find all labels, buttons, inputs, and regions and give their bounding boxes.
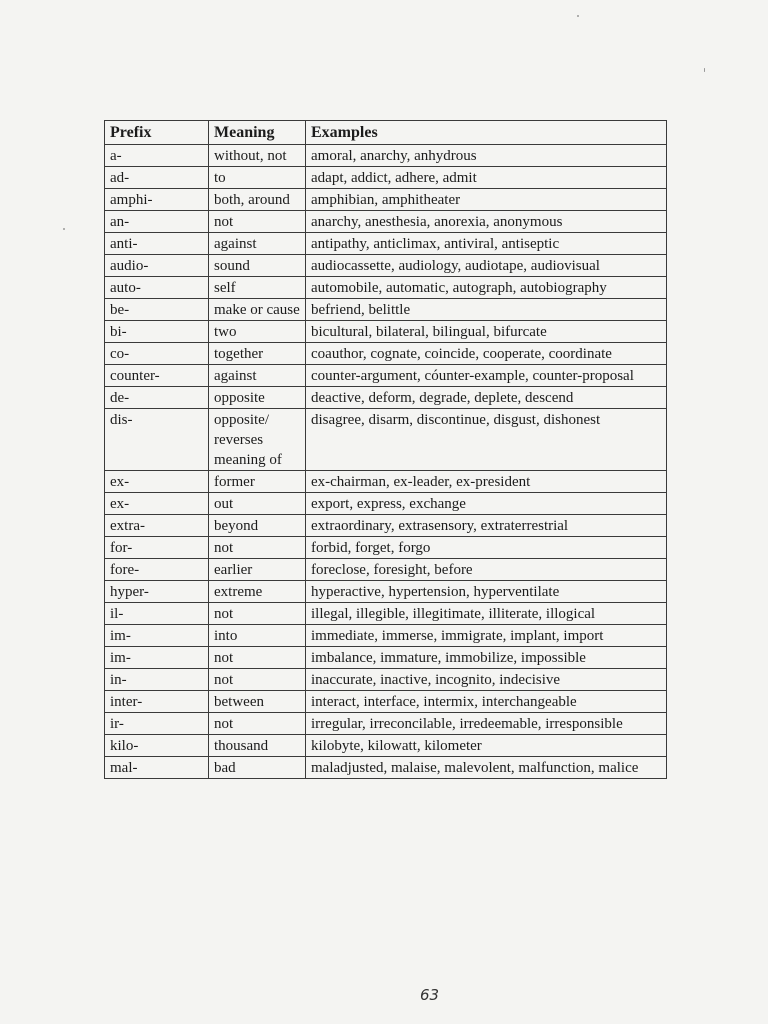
cell-prefix: inter- <box>105 691 209 713</box>
cell-prefix: an- <box>105 211 209 233</box>
cell-prefix: audio- <box>105 255 209 277</box>
cell-examples: extraordinary, extrasensory, extraterrestrial <box>306 515 667 537</box>
cell-examples: counter-argument, cóunter-example, counter-proposal <box>306 365 667 387</box>
cell-examples: imbalance, immature, immobilize, impossible <box>306 647 667 669</box>
table-row <box>105 409 667 471</box>
table-row <box>105 387 667 409</box>
cell-meaning: thousand <box>209 735 306 757</box>
table-row <box>105 277 667 299</box>
cell-prefix: auto- <box>105 277 209 299</box>
header-examples: Examples <box>306 121 667 145</box>
cell-prefix: mal- <box>105 757 209 779</box>
cell-prefix: be- <box>105 299 209 321</box>
cell-examples: foreclose, foresight, before <box>306 559 667 581</box>
table-row <box>105 211 667 233</box>
cell-prefix: anti- <box>105 233 209 255</box>
cell-examples: adapt, addict, adhere, admit <box>306 167 667 189</box>
cell-examples: amphibian, amphitheater <box>306 189 667 211</box>
table-row <box>105 669 667 691</box>
cell-meaning: sound <box>209 255 306 277</box>
table-row <box>105 365 667 387</box>
table-row <box>105 493 667 515</box>
cell-examples: export, express, exchange <box>306 493 667 515</box>
cell-examples: coauthor, cognate, coincide, cooperate, coordinate <box>306 343 667 365</box>
cell-meaning: against <box>209 233 306 255</box>
cell-examples: kilobyte, kilowatt, kilometer <box>306 735 667 757</box>
cell-meaning: make or cause <box>209 299 306 321</box>
cell-meaning: opposite/ reverses meaning of <box>209 409 306 471</box>
cell-meaning: not <box>209 647 306 669</box>
cell-prefix: ex- <box>105 493 209 515</box>
cell-examples: anarchy, anesthesia, anorexia, anonymous <box>306 211 667 233</box>
cell-examples: deactive, deform, degrade, deplete, descend <box>306 387 667 409</box>
cell-prefix: extra- <box>105 515 209 537</box>
cell-prefix: amphi- <box>105 189 209 211</box>
cell-examples: hyperactive, hypertension, hyperventilate <box>306 581 667 603</box>
cell-examples: interact, interface, intermix, interchangeable <box>306 691 667 713</box>
table-row <box>105 515 667 537</box>
cell-meaning: both, around <box>209 189 306 211</box>
cell-examples: audiocassette, audiology, audiotape, audiovisual <box>306 255 667 277</box>
table-row <box>105 559 667 581</box>
table-row <box>105 691 667 713</box>
cell-examples: automobile, automatic, autograph, autobiography <box>306 277 667 299</box>
cell-prefix: de- <box>105 387 209 409</box>
table-row <box>105 713 667 735</box>
cell-examples: forbid, forget, forgo <box>306 537 667 559</box>
cell-examples: disagree, disarm, discontinue, disgust, dishonest <box>306 409 667 471</box>
cell-meaning: earlier <box>209 559 306 581</box>
cell-examples: inaccurate, inactive, incognito, indecisive <box>306 669 667 691</box>
page-number: 63 <box>420 986 440 1004</box>
table-row <box>105 603 667 625</box>
cell-examples: maladjusted, malaise, malevolent, malfunction, malice <box>306 757 667 779</box>
table-row <box>105 167 667 189</box>
scan-speck <box>704 68 705 72</box>
cell-meaning: not <box>209 603 306 625</box>
table-row <box>105 233 667 255</box>
cell-prefix: ir- <box>105 713 209 735</box>
cell-prefix: in- <box>105 669 209 691</box>
cell-prefix: counter- <box>105 365 209 387</box>
cell-meaning: bad <box>209 757 306 779</box>
cell-prefix: ad- <box>105 167 209 189</box>
cell-prefix: im- <box>105 647 209 669</box>
cell-prefix: kilo- <box>105 735 209 757</box>
table-row <box>105 299 667 321</box>
cell-meaning: former <box>209 471 306 493</box>
cell-meaning: not <box>209 713 306 735</box>
scan-speck <box>63 228 65 230</box>
cell-meaning: against <box>209 365 306 387</box>
cell-examples: befriend, belittle <box>306 299 667 321</box>
table-row <box>105 471 667 493</box>
cell-prefix: hyper- <box>105 581 209 603</box>
table-row <box>105 189 667 211</box>
cell-prefix: bi- <box>105 321 209 343</box>
cell-prefix: co- <box>105 343 209 365</box>
cell-meaning: together <box>209 343 306 365</box>
cell-prefix: ex- <box>105 471 209 493</box>
cell-examples: antipathy, anticlimax, antiviral, antiseptic <box>306 233 667 255</box>
cell-meaning: out <box>209 493 306 515</box>
cell-meaning: into <box>209 625 306 647</box>
cell-meaning: not <box>209 537 306 559</box>
table-row <box>105 581 667 603</box>
scan-speck <box>577 15 579 17</box>
cell-prefix: dis- <box>105 409 209 471</box>
table-row <box>105 757 667 779</box>
cell-meaning: not <box>209 669 306 691</box>
table-row <box>105 255 667 277</box>
cell-meaning: without, not <box>209 145 306 167</box>
table-body <box>105 145 667 779</box>
table-row <box>105 647 667 669</box>
prefix-table <box>104 120 667 779</box>
table-row <box>105 145 667 167</box>
table-header-row <box>105 121 667 145</box>
cell-prefix: a- <box>105 145 209 167</box>
cell-meaning: self <box>209 277 306 299</box>
cell-prefix: im- <box>105 625 209 647</box>
cell-meaning: opposite <box>209 387 306 409</box>
table-row <box>105 625 667 647</box>
cell-examples: immediate, immerse, immigrate, implant, import <box>306 625 667 647</box>
cell-meaning: not <box>209 211 306 233</box>
cell-examples: ex-chairman, ex-leader, ex-president <box>306 471 667 493</box>
cell-prefix: il- <box>105 603 209 625</box>
cell-examples: irregular, irreconcilable, irredeemable, irresponsible <box>306 713 667 735</box>
cell-meaning: beyond <box>209 515 306 537</box>
cell-prefix: fore- <box>105 559 209 581</box>
table-row <box>105 537 667 559</box>
cell-prefix: for- <box>105 537 209 559</box>
header-prefix: Prefix <box>105 121 209 145</box>
cell-examples: amoral, anarchy, anhydrous <box>306 145 667 167</box>
cell-meaning: two <box>209 321 306 343</box>
cell-examples: illegal, illegible, illegitimate, illiterate, illogical <box>306 603 667 625</box>
cell-meaning: to <box>209 167 306 189</box>
cell-meaning: between <box>209 691 306 713</box>
table-row <box>105 321 667 343</box>
header-meaning: Meaning <box>209 121 306 145</box>
cell-examples: bicultural, bilateral, bilingual, bifurcate <box>306 321 667 343</box>
table-row <box>105 735 667 757</box>
table-row <box>105 343 667 365</box>
cell-meaning: extreme <box>209 581 306 603</box>
